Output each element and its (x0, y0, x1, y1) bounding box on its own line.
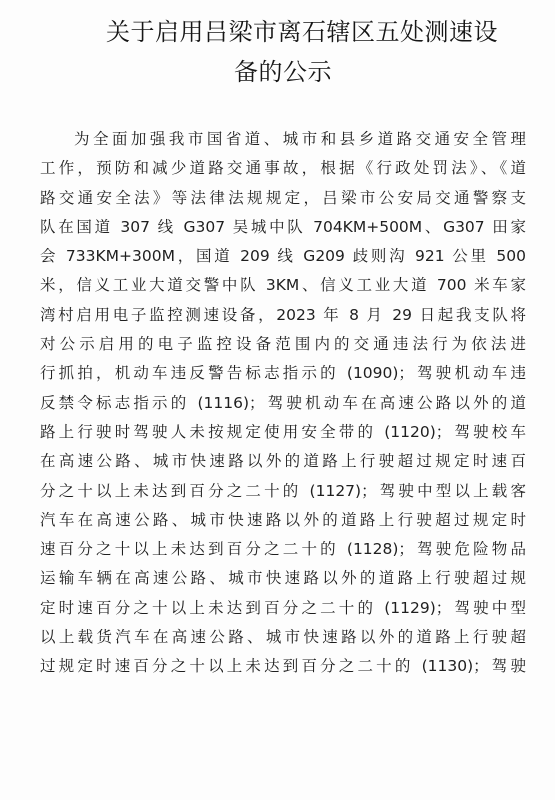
body-line: 在高速公路、城市快速路以外的道路上行驶超过规定时速百 (40, 452, 526, 471)
body-line: 定时速百分之十以上未达到百分之二十的 (1129)；驾驶中型 (40, 598, 526, 617)
body-line: 汽车在高速公路、城市快速路以外的道路上行驶超过规定时 (40, 510, 526, 529)
body-line: 米，信义工业大道交警中队 3KM、信义工业大道 700 米车家 (40, 276, 526, 295)
body-line: 行抓拍，机动车违反警告标志指示的 (1090)；驾驶机动车违 (40, 364, 526, 383)
title-line-2: 备的公示 (234, 58, 332, 86)
body-line: 为全面加强我市国省道、城市和县乡道路交通安全管理 (74, 130, 526, 148)
body-line: 路上行驶时驾驶人未按规定使用安全带的 (1120)；驾驶校车 (40, 422, 526, 441)
body-line: 工作，预防和减少道路交通事故，根据《行政处罚法》、《道 (40, 159, 526, 178)
body-line: 分之十以上未达到百分之二十的 (1127)；驾驶中型以上载客 (40, 481, 526, 500)
body-line: 路交通安全法》等法律法规规定，吕梁市公安局交通警察支 (40, 188, 526, 207)
body-line: 反禁令标志指示的 (1116)；驾驶机动车在高速公路以外的道 (40, 393, 526, 412)
body-line: 速百分之十以上未达到百分之二十的 (1128)；驾驶危险物品 (40, 540, 526, 559)
body-line: 会 733KM+300M，国道 209 线 G209 歧则沟 921 公里 500 (40, 247, 526, 266)
body-line: 湾村启用电子监控测速设备，2023 年 8 月 29 日起我支队将 (40, 305, 526, 324)
body-line: 队在国道 307 线 G307 吴城中队 704KM+500M、G307 田家 (40, 217, 526, 236)
document-title (0, 12, 555, 92)
document-body (40, 125, 526, 682)
body-line: 以上载货汽车在高速公路、城市快速路以外的道路上行驶超 (40, 628, 526, 647)
body-line: 过规定时速百分之十以上未达到百分之二十的 (1130)；驾驶 (40, 657, 526, 676)
body-line: 对公示启用的电子监控设备范围内的交通违法行为依法进 (40, 335, 526, 354)
body-line: 运输车辆在高速公路、城市快速路以外的道路上行驶超过规 (40, 569, 526, 588)
title-line-1: 关于启用吕梁市离石辖区五处测速设 (106, 18, 498, 46)
